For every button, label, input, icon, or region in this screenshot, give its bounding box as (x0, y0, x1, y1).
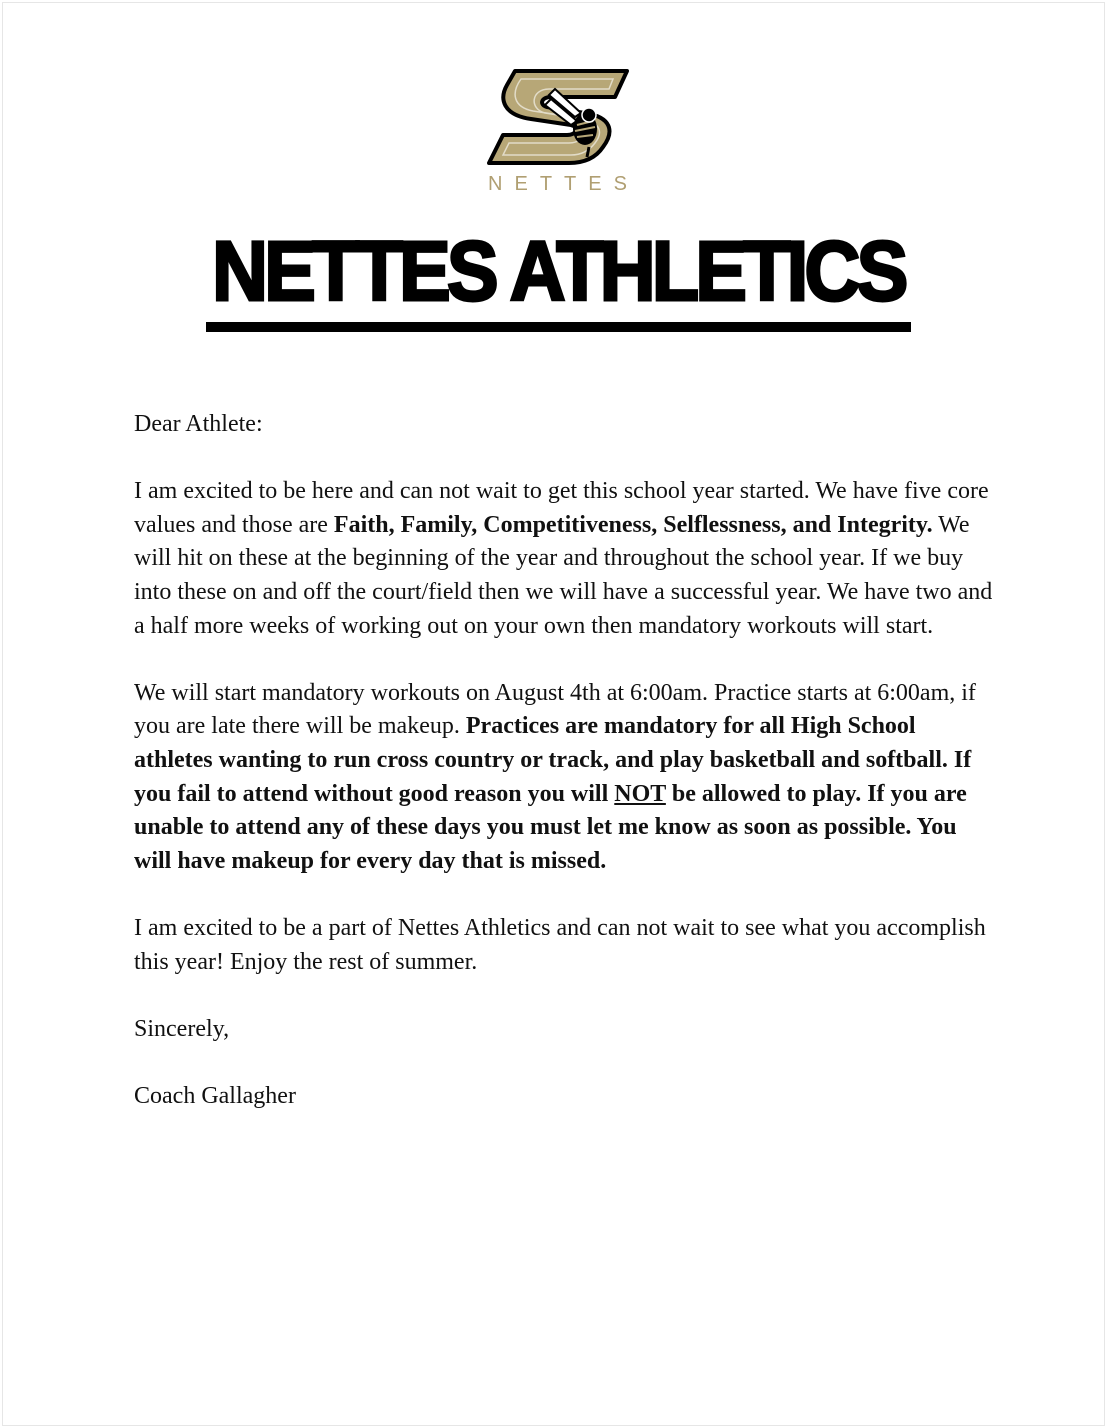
paragraph-closing: I am excited to be a part of Nettes Athletics and can not wait to see what you accomplish this year! Enjoy the rest of summer. (134, 914, 986, 975)
paragraph-core-values (134, 475, 994, 643)
headline-text: NETTES ATHLETICS (212, 225, 905, 317)
letter-body (134, 408, 994, 1147)
signature: Coach Gallagher (134, 1082, 296, 1109)
salutation: Dear Athlete: (134, 411, 263, 437)
headline-underline (206, 322, 911, 332)
mandatory-notice-text: Practices are mandatory for all High School athletes wanting to run cross country or track, and play basketball and softball. If you fail to attend without good reason you will (134, 713, 972, 807)
mandatory-notice-text: be allowed to play. If you are unable to attend any of these days you must let me know as soon as possible. You will have makeup for every day that is missed. (134, 780, 967, 874)
headline (206, 225, 911, 335)
paragraph-workouts (134, 677, 994, 879)
letter-page (2, 2, 1105, 1426)
paragraph-text: We will start mandatory workouts on August 4th at 6:00am. Practice starts at 6:00am, if you are late there will be makeup. (134, 679, 976, 740)
logo-wordmark: NETTES (488, 173, 639, 195)
closing: Sincerely, (134, 1015, 230, 1042)
paragraph-text: I am excited to be here and can not wait to get this school year started. We have five core values and those are (134, 478, 989, 538)
core-values-text: Faith, Family, Competitiveness, Selflessness, and Integrity. (333, 511, 933, 538)
not-emphasis: NOT (614, 780, 666, 807)
nettes-s-hornet-logo (485, 69, 631, 165)
paragraph-text: We will hit on these at the beginning of the year and throughout the school year. If we buy into these on and off the court/field then we will have a successful year. We have two and a half more weeks of working out on your own then mandatory workouts will start. (134, 511, 993, 639)
